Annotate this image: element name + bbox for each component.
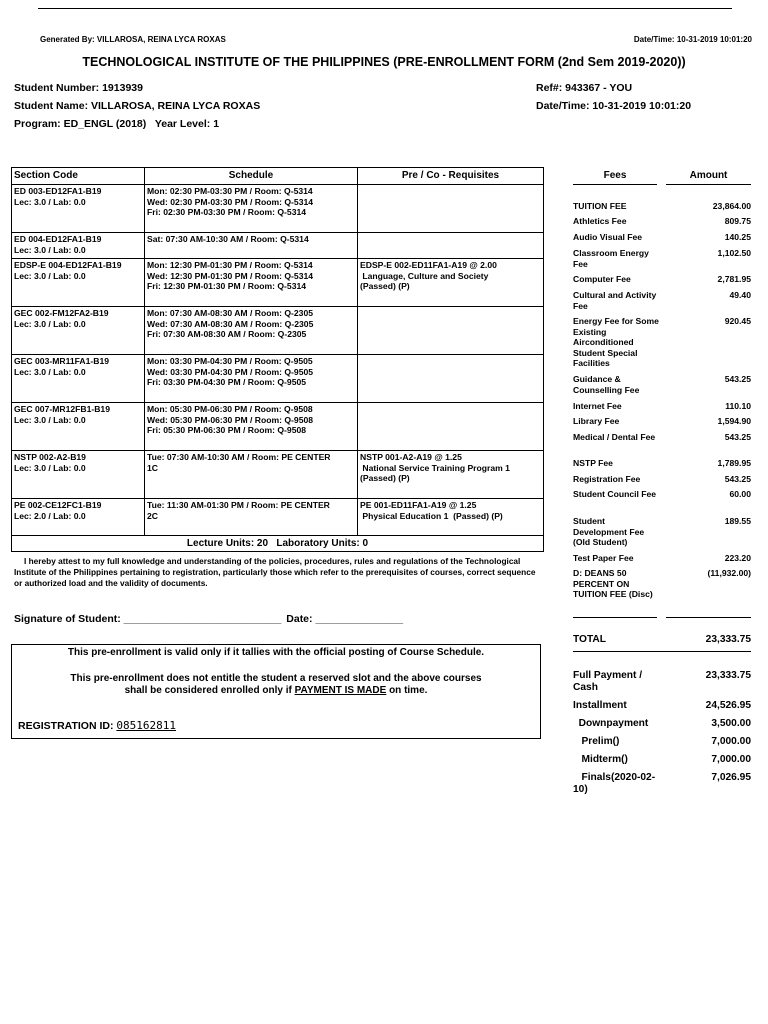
fees-header: Fees bbox=[603, 170, 627, 181]
payment-amount: 7,026.95 bbox=[711, 772, 751, 783]
section-code: GEC 003-MR11FA1-B19 bbox=[14, 356, 110, 366]
requisite-cell bbox=[358, 185, 544, 233]
attestation-text bbox=[14, 556, 542, 588]
payment-amount: 24,526.95 bbox=[705, 700, 751, 711]
fee-amount: 1,594.90 bbox=[717, 416, 751, 426]
fee-name: NSTP Fee bbox=[573, 458, 613, 468]
student-name: Student Name: VILLAROSA, REINA LYCA ROXAS bbox=[14, 100, 261, 112]
fee-amount: 543.25 bbox=[724, 474, 751, 484]
fee-name: Cultural and Activity Fee bbox=[573, 290, 657, 311]
requisite-cell bbox=[358, 403, 544, 451]
payment-amount: 3,500.00 bbox=[711, 718, 751, 729]
fee-name: Student Council Fee bbox=[573, 489, 657, 499]
notice-entitle-2 bbox=[12, 685, 540, 697]
schedule-cell bbox=[145, 355, 358, 403]
section-code: GEC 007-MR12FB1-B19 bbox=[14, 404, 110, 414]
section-units: Lec: 3.0 / Lab: 0.0 bbox=[14, 244, 86, 255]
section-code: GEC 002-FM12FA2-B19 bbox=[14, 308, 109, 318]
schedule-line: Mon: 12:30 PM-01:30 PM / Room: Q-5314 bbox=[147, 260, 313, 270]
notice-valid: This pre-enrollment is valid only if it tallies with the official posting of Course Schedule. bbox=[67, 647, 485, 658]
schedule-line: Wed: 02:30 PM-03:30 PM / Room: Q-5314 bbox=[147, 196, 314, 207]
fee-amount: 2,781.95 bbox=[717, 274, 751, 284]
schedule-cell bbox=[145, 451, 358, 499]
requisite-line: Physical Education 1 (Passed) (P) bbox=[360, 510, 503, 521]
payment-amount: 7,000.00 bbox=[711, 736, 751, 747]
schedule-line: Wed: 05:30 PM-06:30 PM / Room: Q-9508 bbox=[147, 414, 314, 425]
payment-name: Finals(2020-02-10) bbox=[573, 772, 656, 795]
schedule-line: Tue: 11:30 AM-01:30 PM / Room: PE CENTER bbox=[147, 500, 330, 510]
fee-amount: 223.20 bbox=[724, 553, 751, 563]
section-code: ED 004-ED12FA1-B19 bbox=[14, 234, 102, 244]
section-units: Lec: 3.0 / Lab: 0.0 bbox=[14, 462, 86, 473]
requisite-cell bbox=[358, 499, 544, 536]
print-datetime: Date/Time: 10-31-2019 10:01:20 bbox=[633, 35, 752, 44]
fee-name: Athletics Fee bbox=[573, 216, 627, 226]
amount-header-rule bbox=[666, 184, 751, 185]
signature-blank: ___________________________ bbox=[123, 613, 282, 625]
form-title: TECHNOLOGICAL INSTITUTE OF THE PHILIPPINES (PRE-ENROLLMENT FORM (2nd Sem 2019-2020)) bbox=[82, 55, 686, 69]
requisite-cell bbox=[358, 233, 544, 259]
fees-total-rule bbox=[573, 617, 657, 618]
requisite-line: National Service Training Program 1 bbox=[360, 462, 510, 473]
table-row bbox=[12, 499, 544, 536]
units-summary-row bbox=[12, 536, 544, 552]
requisite-cell bbox=[358, 355, 544, 403]
schedule-line: Wed: 07:30 AM-08:30 AM / Room: Q-2305 bbox=[147, 318, 314, 329]
requisite-cell bbox=[358, 307, 544, 355]
requisite-line: NSTP 001-A2-A19 @ 1.25 bbox=[360, 452, 462, 462]
payment-name: Prelim() bbox=[573, 736, 620, 747]
table-row bbox=[12, 185, 544, 233]
section-code-cell bbox=[12, 233, 145, 259]
total-amount: 23,333.75 bbox=[705, 634, 751, 645]
fee-name: D: DEANS 50 PERCENT ON TUITION FEE (Disc) bbox=[573, 568, 653, 600]
date-blank: _______________ bbox=[315, 613, 404, 625]
schedule-line: Wed: 12:30 PM-01:30 PM / Room: Q-5314 bbox=[147, 270, 314, 281]
header-schedule: Schedule bbox=[145, 168, 358, 185]
top-rule bbox=[38, 8, 732, 9]
section-code: PE 002-CE12FC1-B19 bbox=[14, 500, 102, 510]
requisite-line: PE 001-ED11FA1-A19 @ 1.25 bbox=[360, 500, 477, 510]
schedule-line: Fri: 12:30 PM-01:30 PM / Room: Q-5314 bbox=[147, 281, 307, 292]
fee-amount: 543.25 bbox=[724, 432, 751, 442]
payment-name: Full Payment / Cash bbox=[573, 670, 645, 693]
schedule-cell bbox=[145, 499, 358, 536]
requisite-cell bbox=[358, 451, 544, 499]
notice-box bbox=[11, 644, 541, 739]
section-code-cell bbox=[12, 499, 145, 536]
signature-label: Signature of Student: bbox=[14, 613, 121, 625]
table-row bbox=[12, 355, 544, 403]
section-code-cell bbox=[12, 403, 145, 451]
fee-amount: 1,102.50 bbox=[717, 248, 751, 258]
schedule-line: Sat: 07:30 AM-10:30 AM / Room: Q-5314 bbox=[147, 234, 309, 244]
fee-name: Computer Fee bbox=[573, 274, 631, 284]
fee-name: Test Paper Fee bbox=[573, 553, 634, 563]
requisite-cell bbox=[358, 259, 544, 307]
fee-name: Classroom Energy Fee bbox=[573, 248, 649, 269]
amount-header: Amount bbox=[689, 170, 728, 181]
fee-amount: 809.75 bbox=[724, 216, 751, 226]
section-units: Lec: 3.0 / Lab: 0.0 bbox=[14, 196, 86, 207]
payment-amount: 7,000.00 bbox=[711, 754, 751, 765]
section-code: NSTP 002-A2-B19 bbox=[14, 452, 86, 462]
course-schedule-table bbox=[11, 167, 544, 552]
schedule-cell bbox=[145, 185, 358, 233]
table-header-row bbox=[12, 168, 544, 185]
registration-id-line bbox=[18, 719, 176, 732]
notice-entitle-1: This pre-enrollment does not entitle the student a reserved slot and the above courses bbox=[70, 673, 482, 684]
fee-name: Energy Fee for Some Existing Airconditioned Student Special Facilities bbox=[573, 316, 659, 369]
section-code-cell bbox=[12, 451, 145, 499]
fees-header-rule bbox=[573, 184, 657, 185]
section-units: Lec: 3.0 / Lab: 0.0 bbox=[14, 270, 86, 281]
schedule-cell bbox=[145, 403, 358, 451]
requisite-line: (Passed) (P) bbox=[360, 281, 410, 292]
fee-amount: 60.00 bbox=[729, 489, 751, 499]
requisite-line: Language, Culture and Society bbox=[360, 270, 489, 281]
requisite-line: (Passed) (P) bbox=[360, 473, 410, 484]
fee-name: Medical / Dental Fee bbox=[573, 432, 656, 442]
schedule-line: Fri: 03:30 PM-04:30 PM / Room: Q-9505 bbox=[147, 377, 307, 388]
schedule-line: 1C bbox=[147, 462, 158, 473]
schedule-line: Tue: 07:30 AM-10:30 AM / Room: PE CENTER bbox=[147, 452, 331, 462]
fee-name: Internet Fee bbox=[573, 401, 622, 411]
fee-amount: 110.10 bbox=[725, 401, 751, 411]
total-label: TOTAL bbox=[573, 634, 607, 645]
requisite-line: EDSP-E 002-ED11FA1-A19 @ 2.00 bbox=[360, 260, 497, 270]
section-units: Lec: 3.0 / Lab: 0.0 bbox=[14, 318, 86, 329]
section-units: Lec: 3.0 / Lab: 0.0 bbox=[14, 414, 86, 425]
schedule-line: Mon: 07:30 AM-08:30 AM / Room: Q-2305 bbox=[147, 308, 314, 318]
fee-amount: 189.55 bbox=[724, 516, 751, 526]
section-code-cell bbox=[12, 259, 145, 307]
payment-name: Midterm() bbox=[573, 754, 628, 765]
fee-name: TUITION FEE bbox=[573, 201, 627, 211]
schedule-line: Wed: 03:30 PM-04:30 PM / Room: Q-9505 bbox=[147, 366, 314, 377]
header-section-code: Section Code bbox=[12, 168, 145, 185]
reference-number: Ref#: 943367 - YOU bbox=[536, 82, 633, 94]
notice-entitle-2-pre: shall be considered enrolled only if bbox=[124, 685, 295, 696]
student-number: Student Number: 1913939 bbox=[14, 82, 143, 94]
schedule-line: Fri: 05:30 PM-06:30 PM / Room: Q-9508 bbox=[147, 425, 307, 436]
schedule-cell bbox=[145, 259, 358, 307]
registration-id-value: 085162811 bbox=[116, 719, 177, 732]
fee-amount: 140.25 bbox=[724, 232, 751, 242]
header-requisites: Pre / Co - Requisites bbox=[358, 168, 544, 185]
table-row bbox=[12, 307, 544, 355]
fee-amount: 920.45 bbox=[724, 316, 751, 326]
table-row bbox=[12, 233, 544, 259]
schedule-line: Fri: 02:30 PM-03:30 PM / Room: Q-5314 bbox=[147, 207, 307, 218]
registration-id-label: REGISTRATION ID: bbox=[18, 720, 114, 732]
fee-name: Guidance & Counselling Fee bbox=[573, 374, 640, 395]
payment-is-made: PAYMENT IS MADE bbox=[294, 685, 387, 696]
fee-amount: (11,932.00) bbox=[707, 568, 751, 578]
fee-amount: 543.25 bbox=[724, 374, 751, 384]
section-code-cell bbox=[12, 355, 145, 403]
attestation-body: I hereby attest to my full knowledge and understanding of the policies, procedures, rules and regulations of the Technological Institute of the Philippines pertaining to registration, particularly those which refer to the prerequisites of courses, correct sequence or authorized load and the validity of documents. bbox=[14, 556, 536, 588]
payment-name: Downpayment bbox=[573, 718, 649, 729]
schedule-cell bbox=[145, 307, 358, 355]
fee-name: Student Development Fee (Old Student) bbox=[573, 516, 645, 548]
amount-total-rule bbox=[666, 617, 751, 618]
table-row bbox=[12, 451, 544, 499]
student-program: Program: ED_ENGL (2018) Year Level: 1 bbox=[14, 118, 220, 130]
table-row bbox=[12, 403, 544, 451]
section-units: Lec: 3.0 / Lab: 0.0 bbox=[14, 366, 86, 377]
date-label: Date: bbox=[286, 613, 313, 625]
fee-name: Audio Visual Fee bbox=[573, 232, 643, 242]
generated-by: Generated By: VILLAROSA, REINA LYCA ROXAS bbox=[40, 35, 226, 44]
section-code: EDSP-E 004-ED12FA1-B19 bbox=[14, 260, 122, 270]
schedule-line: Mon: 02:30 PM-03:30 PM / Room: Q-5314 bbox=[147, 186, 313, 196]
schedule-line: Mon: 05:30 PM-06:30 PM / Room: Q-9508 bbox=[147, 404, 313, 414]
notice-entitle-2-post: on time. bbox=[386, 685, 428, 696]
table-row bbox=[12, 259, 544, 307]
fee-amount: 1,789.95 bbox=[717, 458, 751, 468]
fee-name: Library Fee bbox=[573, 416, 620, 426]
fee-amount: 49.40 bbox=[729, 290, 751, 300]
payment-amount: 23,333.75 bbox=[705, 670, 751, 681]
payment-name: Installment bbox=[573, 700, 627, 711]
enrollment-datetime: Date/Time: 10-31-2019 10:01:20 bbox=[536, 100, 692, 112]
total-rule bbox=[573, 651, 751, 652]
schedule-line: Mon: 03:30 PM-04:30 PM / Room: Q-9505 bbox=[147, 356, 313, 366]
schedule-cell bbox=[145, 233, 358, 259]
schedule-line: Fri: 07:30 AM-08:30 AM / Room: Q-2305 bbox=[147, 329, 307, 340]
schedule-line: 2C bbox=[147, 510, 158, 521]
section-code: ED 003-ED12FA1-B19 bbox=[14, 186, 102, 196]
section-units: Lec: 2.0 / Lab: 0.0 bbox=[14, 510, 86, 521]
signature-line bbox=[14, 613, 403, 625]
section-code-cell bbox=[12, 307, 145, 355]
fee-amount: 23,864.00 bbox=[712, 201, 751, 211]
section-code-cell bbox=[12, 185, 145, 233]
units-summary: Lecture Units: 20 Laboratory Units: 0 bbox=[12, 536, 544, 552]
fee-name: Registration Fee bbox=[573, 474, 641, 484]
